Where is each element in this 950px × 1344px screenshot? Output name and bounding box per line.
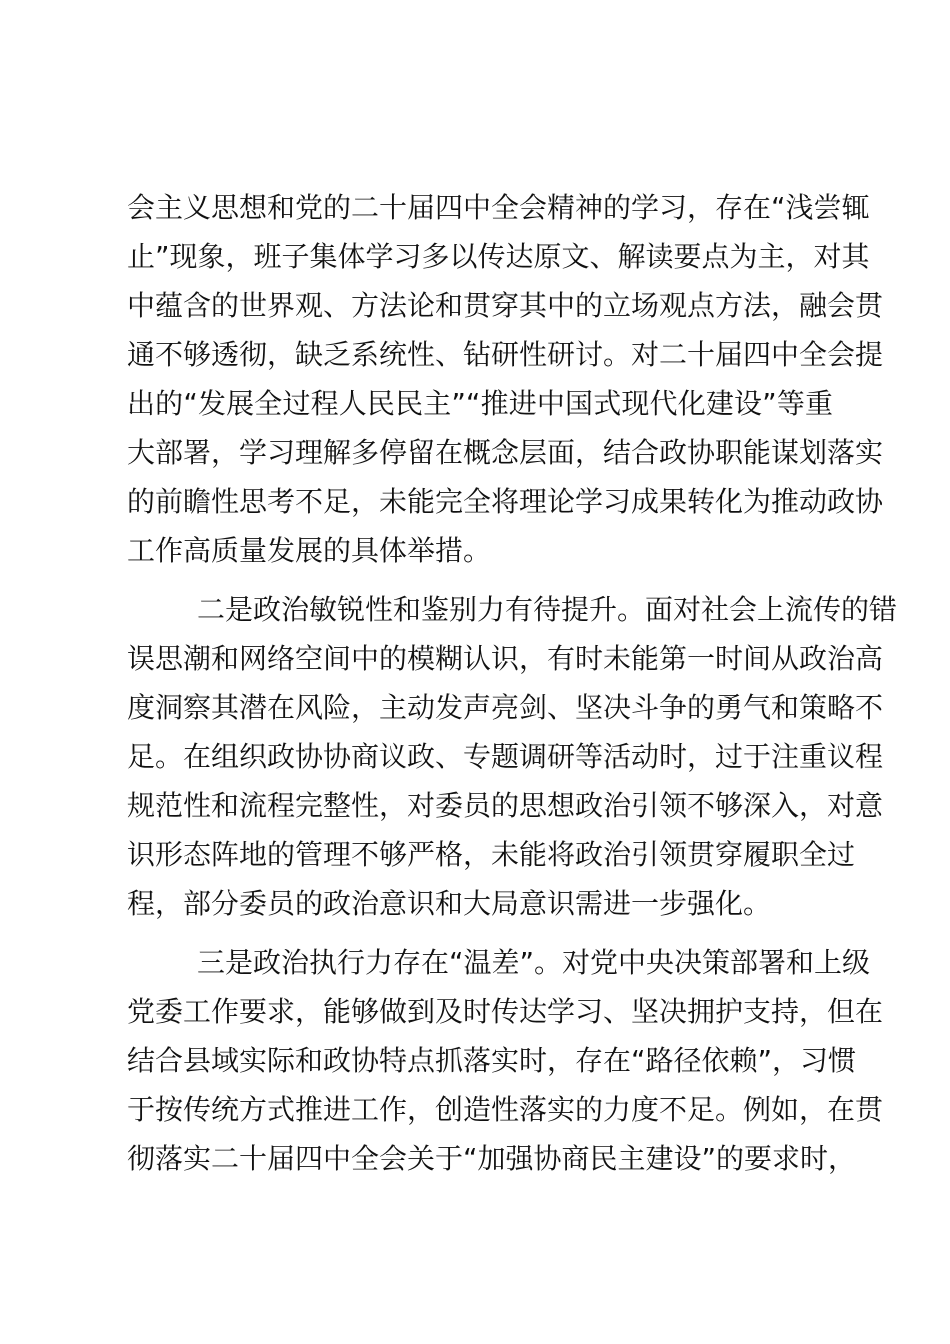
- text-line: 结合县域实际和政协特点抓落实时，存在“路径依赖”，习惯: [127, 1044, 857, 1077]
- paragraph: [127, 585, 898, 928]
- text-line: 二是政治敏锐性和鉴别力有待提升。面对社会上流传的错: [197, 593, 898, 626]
- text-line: 会主义思想和党的二十届四中全会精神的学习，存在“浅尝辄: [127, 191, 870, 224]
- text-line: 识形态阵地的管理不够严格，未能将政治引领贯穿履职全过: [127, 838, 856, 871]
- text-line: 足。在组织政协协商议政、专题调研等活动时，过于注重议程: [127, 740, 884, 773]
- text-line: 三是政治执行力存在“温差”。对党中央决策部署和上级: [197, 946, 871, 979]
- text-line: 工作高质量发展的具体举措。: [127, 534, 492, 567]
- text-line: 中蕴含的世界观、方法论和贯穿其中的立场观点方法，融会贯: [127, 289, 884, 322]
- text-line: 彻落实二十届四中全会关于“加强协商民主建设”的要求时，: [127, 1142, 857, 1175]
- text-line: 止”现象，班子集体学习多以传达原文、解读要点为主，对其: [127, 240, 870, 273]
- paragraph: [127, 183, 884, 575]
- text-line: 于按传统方式推进工作，创造性落实的力度不足。例如，在贯: [127, 1093, 884, 1126]
- text-line: 程，部分委员的政治意识和大局意识需进一步强化。: [127, 887, 772, 920]
- text-line: 度洞察其潜在风险，主动发声亮剑、坚决斗争的勇气和策略不: [127, 691, 884, 724]
- text-line: 党委工作要求，能够做到及时传达学习、坚决拥护支持，但在: [127, 995, 884, 1028]
- paragraph: [127, 938, 884, 1183]
- text-line: 出的“发展全过程人民民主”“推进中国式现代化建设”等重: [127, 387, 833, 420]
- text-line: 通不够透彻，缺乏系统性、钻研性研讨。对二十届四中全会提: [127, 338, 884, 371]
- text-line: 大部署，学习理解多停留在概念层面，结合政协职能谋划落实: [127, 436, 884, 469]
- document-page: [127, 183, 898, 1193]
- text-line: 的前瞻性思考不足，未能完全将理论学习成果转化为推动政协: [127, 485, 884, 518]
- text-line: 规范性和流程完整性，对委员的思想政治引领不够深入，对意: [127, 789, 884, 822]
- text-line: 误思潮和网络空间中的模糊认识，有时未能第一时间从政治高: [127, 642, 884, 675]
